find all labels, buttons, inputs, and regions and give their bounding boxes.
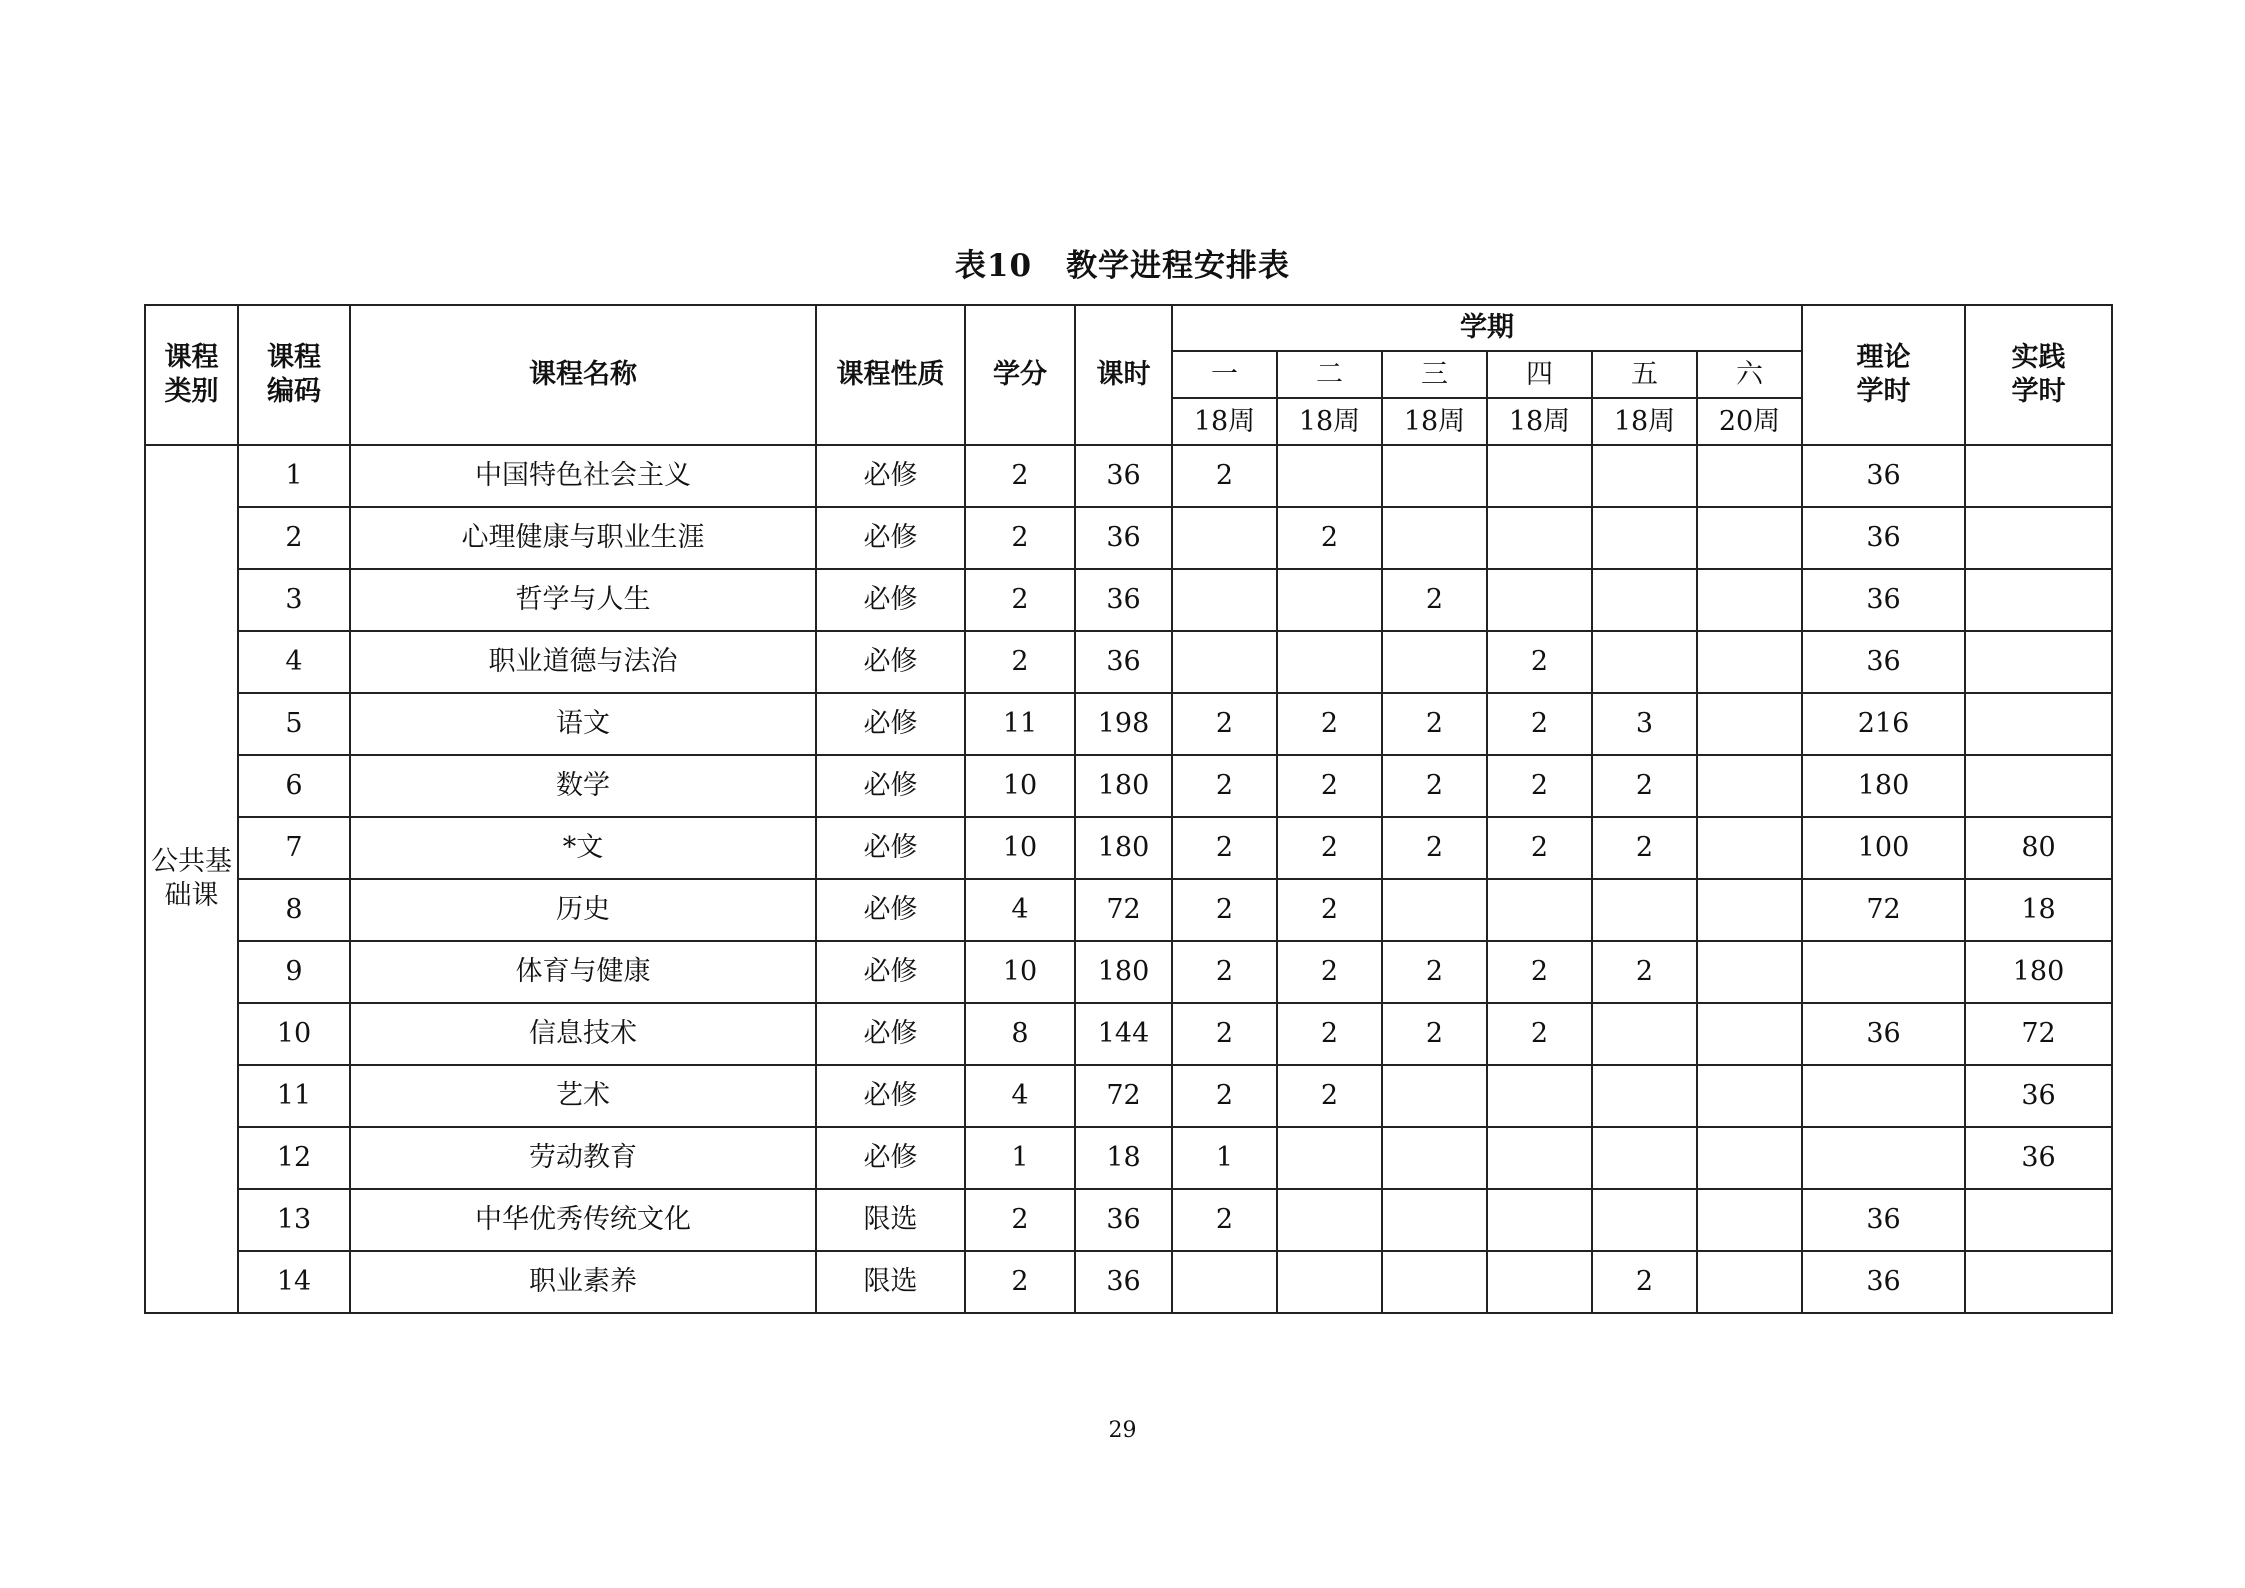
theory-cell: 36: [1802, 1003, 1965, 1065]
name-cell: 信息技术: [350, 1003, 816, 1065]
code-cell: 3: [238, 569, 350, 631]
hours-cell: 144: [1075, 1003, 1172, 1065]
semester-cell: [1277, 1251, 1382, 1313]
theory-cell: 36: [1802, 1189, 1965, 1251]
semester-cell: [1382, 445, 1487, 507]
semester-cell: 2: [1277, 1065, 1382, 1127]
semester-cell: [1697, 1127, 1802, 1189]
theory-cell: [1802, 1127, 1965, 1189]
schedule-table: [144, 304, 2113, 1314]
credits-cell: 10: [965, 817, 1075, 879]
table-row: [145, 1127, 2112, 1189]
semester-cell: 2: [1172, 941, 1277, 1003]
name-cell: 语文: [350, 693, 816, 755]
table-row: [145, 879, 2112, 941]
semester-cell: [1277, 1189, 1382, 1251]
semester-cell: 2: [1277, 693, 1382, 755]
practice-cell: [1965, 1251, 2112, 1313]
nature-cell: 必修: [816, 507, 965, 569]
code-cell: 11: [238, 1065, 350, 1127]
practice-cell: [1965, 569, 2112, 631]
semester-header: 一: [1172, 351, 1277, 398]
name-cell: 体育与健康: [350, 941, 816, 1003]
header-credits: 学分: [965, 305, 1075, 445]
semester-cell: 2: [1592, 755, 1697, 817]
semester-cell: [1382, 631, 1487, 693]
semester-cell: 2: [1487, 1003, 1592, 1065]
code-cell: 1: [238, 445, 350, 507]
semester-cell: [1172, 1251, 1277, 1313]
semester-cell: [1697, 693, 1802, 755]
semester-cell: 2: [1487, 817, 1592, 879]
nature-cell: 必修: [816, 1003, 965, 1065]
name-cell: 历史: [350, 879, 816, 941]
semester-cell: 2: [1277, 755, 1382, 817]
week-header: 18周: [1592, 398, 1697, 445]
header-nature: 课程性质: [816, 305, 965, 445]
semester-cell: [1697, 755, 1802, 817]
name-cell: 劳动教育: [350, 1127, 816, 1189]
credits-cell: 4: [965, 879, 1075, 941]
semester-cell: 2: [1172, 1065, 1277, 1127]
nature-cell: 必修: [816, 631, 965, 693]
hours-cell: 36: [1075, 1251, 1172, 1313]
name-cell: 心理健康与职业生涯: [350, 507, 816, 569]
semester-cell: [1487, 507, 1592, 569]
semester-header: 六: [1697, 351, 1802, 398]
semester-cell: [1382, 1127, 1487, 1189]
semester-cell: 2: [1277, 817, 1382, 879]
practice-cell: 180: [1965, 941, 2112, 1003]
code-cell: 4: [238, 631, 350, 693]
semester-cell: 1: [1172, 1127, 1277, 1189]
semester-cell: [1172, 507, 1277, 569]
semester-cell: 2: [1172, 879, 1277, 941]
semester-cell: [1487, 569, 1592, 631]
semester-header: 四: [1487, 351, 1592, 398]
header-hours: 课时: [1075, 305, 1172, 445]
semester-cell: [1697, 569, 1802, 631]
theory-cell: 36: [1802, 507, 1965, 569]
credits-cell: 2: [965, 1189, 1075, 1251]
credits-cell: 8: [965, 1003, 1075, 1065]
semester-cell: [1487, 879, 1592, 941]
name-cell: 哲学与人生: [350, 569, 816, 631]
credits-cell: 10: [965, 941, 1075, 1003]
semester-cell: [1697, 1003, 1802, 1065]
nature-cell: 必修: [816, 879, 965, 941]
nature-cell: 限选: [816, 1189, 965, 1251]
nature-cell: 限选: [816, 1251, 965, 1313]
hours-cell: 72: [1075, 1065, 1172, 1127]
hours-cell: 180: [1075, 941, 1172, 1003]
semester-cell: 2: [1277, 879, 1382, 941]
semester-cell: [1592, 631, 1697, 693]
semester-cell: 2: [1277, 507, 1382, 569]
page-number: 29: [1108, 1418, 1137, 1443]
header-semester: 学期: [1172, 305, 1802, 351]
hours-cell: 36: [1075, 1189, 1172, 1251]
semester-cell: [1277, 445, 1382, 507]
semester-cell: 2: [1592, 1251, 1697, 1313]
semester-cell: [1592, 445, 1697, 507]
hours-cell: 198: [1075, 693, 1172, 755]
semester-cell: [1382, 1065, 1487, 1127]
theory-cell: 36: [1802, 569, 1965, 631]
semester-cell: [1697, 1189, 1802, 1251]
semester-cell: 2: [1172, 1003, 1277, 1065]
table-row: [145, 1065, 2112, 1127]
table-row: [145, 941, 2112, 1003]
practice-cell: 36: [1965, 1065, 2112, 1127]
category-cell: 公共基 础课: [145, 445, 238, 1313]
practice-cell: [1965, 755, 2112, 817]
semester-cell: [1277, 631, 1382, 693]
code-cell: 9: [238, 941, 350, 1003]
name-cell: *文: [350, 817, 816, 879]
credits-cell: 1: [965, 1127, 1075, 1189]
semester-cell: 2: [1277, 1003, 1382, 1065]
name-cell: 数学: [350, 755, 816, 817]
table-row: [145, 569, 2112, 631]
semester-cell: [1592, 507, 1697, 569]
credits-cell: 2: [965, 507, 1075, 569]
theory-cell: 72: [1802, 879, 1965, 941]
practice-cell: 80: [1965, 817, 2112, 879]
semester-cell: [1697, 445, 1802, 507]
semester-cell: 2: [1172, 755, 1277, 817]
nature-cell: 必修: [816, 445, 965, 507]
nature-cell: 必修: [816, 1127, 965, 1189]
header-name: 课程名称: [350, 305, 816, 445]
code-cell: 7: [238, 817, 350, 879]
table-row: [145, 1251, 2112, 1313]
table-row: [145, 1003, 2112, 1065]
hours-cell: 36: [1075, 507, 1172, 569]
semester-cell: [1487, 1127, 1592, 1189]
theory-cell: 36: [1802, 445, 1965, 507]
semester-cell: 2: [1487, 693, 1592, 755]
semester-cell: 2: [1382, 755, 1487, 817]
semester-cell: 2: [1172, 693, 1277, 755]
nature-cell: 必修: [816, 693, 965, 755]
semester-cell: [1592, 1127, 1697, 1189]
code-cell: 14: [238, 1251, 350, 1313]
theory-cell: 36: [1802, 1251, 1965, 1313]
semester-cell: [1172, 631, 1277, 693]
semester-cell: 2: [1172, 445, 1277, 507]
code-cell: 6: [238, 755, 350, 817]
code-cell: 13: [238, 1189, 350, 1251]
semester-cell: [1277, 569, 1382, 631]
table-caption: 教学进程安排表: [1066, 248, 1291, 284]
credits-cell: 2: [965, 445, 1075, 507]
table-row: [145, 445, 2112, 507]
semester-cell: 2: [1382, 1003, 1487, 1065]
practice-cell: [1965, 1189, 2112, 1251]
semester-header: 三: [1382, 351, 1487, 398]
semester-cell: [1592, 569, 1697, 631]
table-row: [145, 817, 2112, 879]
semester-cell: [1697, 1251, 1802, 1313]
header-code: 课程 编码: [238, 305, 350, 445]
practice-cell: [1965, 445, 2112, 507]
semester-cell: [1172, 569, 1277, 631]
semester-cell: 2: [1277, 941, 1382, 1003]
credits-cell: 2: [965, 631, 1075, 693]
hours-cell: 72: [1075, 879, 1172, 941]
code-cell: 12: [238, 1127, 350, 1189]
semester-cell: [1697, 507, 1802, 569]
name-cell: 中华优秀传统文化: [350, 1189, 816, 1251]
header-theory-hours: 理论 学时: [1802, 305, 1965, 445]
credits-cell: 11: [965, 693, 1075, 755]
hours-cell: 36: [1075, 569, 1172, 631]
name-cell: 职业道德与法治: [350, 631, 816, 693]
header-practice-hours: 实践 学时: [1965, 305, 2112, 445]
semester-cell: [1487, 1251, 1592, 1313]
code-cell: 2: [238, 507, 350, 569]
semester-cell: [1382, 1251, 1487, 1313]
hours-cell: 36: [1075, 445, 1172, 507]
week-header: 20周: [1697, 398, 1802, 445]
theory-cell: [1802, 1065, 1965, 1127]
table-row: [145, 507, 2112, 569]
semester-cell: 2: [1382, 941, 1487, 1003]
semester-cell: 2: [1487, 631, 1592, 693]
practice-cell: 72: [1965, 1003, 2112, 1065]
semester-cell: 2: [1382, 817, 1487, 879]
code-cell: 10: [238, 1003, 350, 1065]
week-header: 18周: [1172, 398, 1277, 445]
semester-cell: [1697, 1065, 1802, 1127]
semester-cell: 2: [1487, 941, 1592, 1003]
semester-cell: [1697, 817, 1802, 879]
header-category: 课程 类别: [145, 305, 238, 445]
name-cell: 中国特色社会主义: [350, 445, 816, 507]
theory-cell: 100: [1802, 817, 1965, 879]
semester-header: 二: [1277, 351, 1382, 398]
week-header: 18周: [1277, 398, 1382, 445]
semester-cell: 2: [1592, 941, 1697, 1003]
semester-cell: [1382, 1189, 1487, 1251]
semester-cell: 2: [1382, 569, 1487, 631]
semester-cell: [1487, 445, 1592, 507]
theory-cell: 216: [1802, 693, 1965, 755]
semester-cell: [1592, 1065, 1697, 1127]
table-row: [145, 631, 2112, 693]
hours-cell: 180: [1075, 755, 1172, 817]
nature-cell: 必修: [816, 817, 965, 879]
practice-cell: 36: [1965, 1127, 2112, 1189]
name-cell: 职业素养: [350, 1251, 816, 1313]
semester-cell: [1697, 631, 1802, 693]
semester-cell: [1697, 879, 1802, 941]
credits-cell: 2: [965, 569, 1075, 631]
practice-cell: [1965, 631, 2112, 693]
credits-cell: 10: [965, 755, 1075, 817]
table-number: 表10: [954, 248, 1033, 284]
table-row: [145, 1189, 2112, 1251]
practice-cell: 18: [1965, 879, 2112, 941]
semester-cell: [1382, 879, 1487, 941]
semester-cell: 2: [1382, 693, 1487, 755]
semester-cell: [1487, 1065, 1592, 1127]
table-row: [145, 693, 2112, 755]
semester-cell: [1592, 1189, 1697, 1251]
semester-cell: 2: [1172, 1189, 1277, 1251]
semester-cell: [1487, 1189, 1592, 1251]
theory-cell: 36: [1802, 631, 1965, 693]
semester-header: 五: [1592, 351, 1697, 398]
semester-cell: [1277, 1127, 1382, 1189]
code-cell: 8: [238, 879, 350, 941]
table-title: [0, 240, 2245, 285]
theory-cell: 180: [1802, 755, 1965, 817]
semester-cell: 2: [1592, 817, 1697, 879]
nature-cell: 必修: [816, 1065, 965, 1127]
hours-cell: 36: [1075, 631, 1172, 693]
semester-cell: [1382, 507, 1487, 569]
semester-cell: 2: [1487, 755, 1592, 817]
semester-cell: 2: [1172, 817, 1277, 879]
hours-cell: 180: [1075, 817, 1172, 879]
semester-cell: [1592, 1003, 1697, 1065]
nature-cell: 必修: [816, 941, 965, 1003]
name-cell: 艺术: [350, 1065, 816, 1127]
practice-cell: [1965, 507, 2112, 569]
practice-cell: [1965, 693, 2112, 755]
nature-cell: 必修: [816, 755, 965, 817]
semester-cell: [1697, 941, 1802, 1003]
credits-cell: 4: [965, 1065, 1075, 1127]
credits-cell: 2: [965, 1251, 1075, 1313]
hours-cell: 18: [1075, 1127, 1172, 1189]
nature-cell: 必修: [816, 569, 965, 631]
theory-cell: [1802, 941, 1965, 1003]
semester-cell: 3: [1592, 693, 1697, 755]
table-row: [145, 755, 2112, 817]
code-cell: 5: [238, 693, 350, 755]
week-header: 18周: [1382, 398, 1487, 445]
semester-cell: [1592, 879, 1697, 941]
week-header: 18周: [1487, 398, 1592, 445]
